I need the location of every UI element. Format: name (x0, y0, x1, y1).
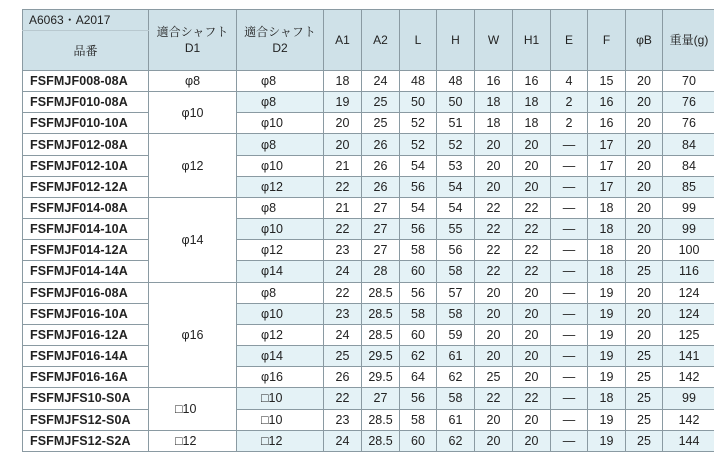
d2-shaft-cell: φ10 (237, 303, 324, 324)
h1-cell: 20 (513, 134, 551, 155)
h-cell: 61 (437, 346, 475, 367)
h1-cell: 22 (513, 261, 551, 282)
d2-shaft-cell: φ14 (237, 261, 324, 282)
d2-shaft-cell: φ10 (237, 219, 324, 240)
h1-cell: 20 (513, 430, 551, 451)
e-cell: — (551, 303, 588, 324)
w-cell: 20 (475, 155, 513, 176)
b-cell: 25 (626, 346, 663, 367)
e-cell: — (551, 430, 588, 451)
table-row (23, 430, 714, 451)
a1-cell: 21 (324, 155, 362, 176)
a1-cell: 19 (324, 92, 362, 113)
b-cell: 25 (626, 367, 663, 388)
a1-cell: 24 (324, 430, 362, 451)
part-number-cell: FSFMJF014-12A (23, 240, 149, 261)
part-number-cell: FSFMJF014-14A (23, 261, 149, 282)
h-cell: 56 (437, 240, 475, 261)
d1-shaft-cell: φ8 (149, 71, 237, 92)
d1-shaft-cell: □12 (149, 430, 237, 451)
h1-cell: 20 (513, 409, 551, 430)
a1-cell: 21 (324, 197, 362, 218)
h1-header: H1 (513, 10, 551, 71)
e-cell: — (551, 324, 588, 345)
h1-cell: 18 (513, 92, 551, 113)
f-cell: 19 (588, 346, 626, 367)
a2-cell: 27 (362, 388, 400, 409)
b-cell: 20 (626, 282, 663, 303)
f-cell: 18 (588, 388, 626, 409)
h-cell: 61 (437, 409, 475, 430)
d2-shaft-cell: φ12 (237, 324, 324, 345)
h1-cell: 20 (513, 303, 551, 324)
f-cell: 19 (588, 303, 626, 324)
a1-cell: 20 (324, 113, 362, 134)
table-row (23, 409, 714, 430)
a2-cell: 26 (362, 134, 400, 155)
d2-shaft-cell: □12 (237, 430, 324, 451)
part-number-cell: FSFMJF010-08A (23, 92, 149, 113)
weight-header: 重量(g) (663, 10, 714, 71)
part-number-cell: FSFMJF010-10A (23, 113, 149, 134)
d2-shaft-cell: φ8 (237, 134, 324, 155)
table-row (23, 282, 714, 303)
e-cell: 2 (551, 92, 588, 113)
d2-shaft-cell: φ16 (237, 367, 324, 388)
part-number-header: 品番 (23, 31, 149, 71)
part-number-cell: FSFMJF016-12A (23, 324, 149, 345)
l-cell: 58 (400, 303, 437, 324)
h1-cell: 20 (513, 367, 551, 388)
part-number-cell: FSFMJFS10-S0A (23, 388, 149, 409)
e-cell: — (551, 240, 588, 261)
g-cell: 125 (663, 324, 714, 345)
l-cell: 64 (400, 367, 437, 388)
f-cell: 18 (588, 240, 626, 261)
h1-cell: 20 (513, 346, 551, 367)
a1-cell: 22 (324, 176, 362, 197)
part-number-cell: FSFMJF016-10A (23, 303, 149, 324)
a1-cell: 26 (324, 367, 362, 388)
g-cell: 124 (663, 282, 714, 303)
table-row (23, 388, 714, 409)
l-cell: 60 (400, 324, 437, 345)
w-cell: 20 (475, 176, 513, 197)
table-row (23, 134, 714, 155)
d1-header-line2: D1 (184, 41, 201, 55)
l-cell: 58 (400, 409, 437, 430)
h-cell: 54 (437, 197, 475, 218)
part-number-cell: FSFMJF012-12A (23, 176, 149, 197)
a1-cell: 22 (324, 219, 362, 240)
w-cell: 25 (475, 367, 513, 388)
w-cell: 20 (475, 324, 513, 345)
h1-cell: 20 (513, 155, 551, 176)
d1-shaft-cell: φ14 (149, 197, 237, 282)
a1-cell: 24 (324, 324, 362, 345)
a2-cell: 29.5 (362, 346, 400, 367)
table-row (23, 303, 714, 324)
h1-cell: 22 (513, 219, 551, 240)
a1-cell: 20 (324, 134, 362, 155)
phi-b-header: φB (626, 10, 663, 71)
g-cell: 70 (663, 71, 714, 92)
l-cell: 52 (400, 134, 437, 155)
l-cell: 52 (400, 113, 437, 134)
g-cell: 142 (663, 367, 714, 388)
w-cell: 20 (475, 282, 513, 303)
a2-cell: 29.5 (362, 367, 400, 388)
table-row (23, 71, 714, 92)
table-row (23, 324, 714, 345)
h1-cell: 22 (513, 388, 551, 409)
d2-shaft-cell: φ12 (237, 240, 324, 261)
a2-cell: 27 (362, 197, 400, 218)
part-number-cell: FSFMJF014-08A (23, 197, 149, 218)
g-cell: 124 (663, 303, 714, 324)
b-cell: 20 (626, 303, 663, 324)
l-cell: 50 (400, 92, 437, 113)
table-row (23, 367, 714, 388)
f-cell: 17 (588, 134, 626, 155)
a2-cell: 28.5 (362, 409, 400, 430)
d2-shaft-cell: φ10 (237, 113, 324, 134)
table-row (23, 113, 714, 134)
b-cell: 25 (626, 388, 663, 409)
b-cell: 25 (626, 409, 663, 430)
h1-cell: 16 (513, 71, 551, 92)
f-cell: 16 (588, 113, 626, 134)
b-cell: 20 (626, 219, 663, 240)
b-cell: 20 (626, 240, 663, 261)
d2-shaft-cell: φ8 (237, 71, 324, 92)
w-cell: 22 (475, 197, 513, 218)
e-cell: 4 (551, 71, 588, 92)
w-cell: 18 (475, 92, 513, 113)
table-row (23, 92, 714, 113)
w-cell: 18 (475, 113, 513, 134)
part-number-cell: FSFMJF012-10A (23, 155, 149, 176)
l-cell: 54 (400, 155, 437, 176)
a2-cell: 27 (362, 219, 400, 240)
b-cell: 20 (626, 155, 663, 176)
d2-shaft-cell: φ8 (237, 92, 324, 113)
part-number-cell: FSFMJF016-08A (23, 282, 149, 303)
d2-shaft-cell: φ8 (237, 197, 324, 218)
h1-cell: 20 (513, 282, 551, 303)
f-cell: 19 (588, 430, 626, 451)
e-cell: — (551, 409, 588, 430)
part-number-cell: FSFMJF012-08A (23, 134, 149, 155)
e-header: E (551, 10, 588, 71)
h1-cell: 22 (513, 240, 551, 261)
l-header: L (400, 10, 437, 71)
g-cell: 116 (663, 261, 714, 282)
b-cell: 20 (626, 176, 663, 197)
g-cell: 76 (663, 113, 714, 134)
l-cell: 60 (400, 261, 437, 282)
e-cell: — (551, 134, 588, 155)
b-cell: 20 (626, 324, 663, 345)
l-cell: 48 (400, 71, 437, 92)
h-cell: 50 (437, 92, 475, 113)
g-cell: 99 (663, 388, 714, 409)
part-number-cell: FSFMJF008-08A (23, 71, 149, 92)
g-cell: 76 (663, 92, 714, 113)
a2-cell: 26 (362, 176, 400, 197)
d1-header (149, 10, 237, 71)
g-cell: 99 (663, 219, 714, 240)
w-cell: 22 (475, 388, 513, 409)
b-cell: 25 (626, 261, 663, 282)
e-cell: 2 (551, 113, 588, 134)
l-cell: 56 (400, 282, 437, 303)
l-cell: 56 (400, 388, 437, 409)
w-cell: 22 (475, 240, 513, 261)
material-header: A6063・A2017 (23, 10, 149, 31)
spec-table-body (23, 71, 714, 452)
h-cell: 54 (437, 176, 475, 197)
d1-shaft-cell: φ12 (149, 134, 237, 197)
d2-shaft-cell: φ8 (237, 282, 324, 303)
g-cell: 144 (663, 430, 714, 451)
h-cell: 59 (437, 324, 475, 345)
d2-shaft-cell: φ12 (237, 176, 324, 197)
d1-header-line1: 適合シャフト (156, 25, 229, 39)
spec-table (22, 9, 714, 452)
w-cell: 22 (475, 261, 513, 282)
a2-cell: 24 (362, 71, 400, 92)
a2-cell: 25 (362, 113, 400, 134)
table-row (23, 346, 714, 367)
h-cell: 62 (437, 430, 475, 451)
f-cell: 17 (588, 176, 626, 197)
part-number-cell: FSFMJF016-16A (23, 367, 149, 388)
h1-cell: 18 (513, 113, 551, 134)
w-cell: 20 (475, 430, 513, 451)
g-cell: 84 (663, 134, 714, 155)
table-row (23, 261, 714, 282)
f-header: F (588, 10, 626, 71)
table-row (23, 197, 714, 218)
table-row (23, 219, 714, 240)
part-number-cell: FSFMJFS12-S0A (23, 409, 149, 430)
e-cell: — (551, 197, 588, 218)
d2-shaft-cell: φ14 (237, 346, 324, 367)
h-cell: 58 (437, 261, 475, 282)
l-cell: 58 (400, 240, 437, 261)
h-cell: 51 (437, 113, 475, 134)
h-header: H (437, 10, 475, 71)
part-number-cell: FSFMJF014-10A (23, 219, 149, 240)
b-cell: 20 (626, 113, 663, 134)
h-cell: 55 (437, 219, 475, 240)
h-cell: 58 (437, 303, 475, 324)
e-cell: — (551, 346, 588, 367)
e-cell: — (551, 261, 588, 282)
a2-cell: 28.5 (362, 282, 400, 303)
f-cell: 18 (588, 197, 626, 218)
w-cell: 22 (475, 219, 513, 240)
h1-cell: 20 (513, 324, 551, 345)
a1-header: A1 (324, 10, 362, 71)
b-cell: 20 (626, 71, 663, 92)
f-cell: 19 (588, 324, 626, 345)
a1-cell: 25 (324, 346, 362, 367)
h-cell: 57 (437, 282, 475, 303)
d2-shaft-cell: □10 (237, 409, 324, 430)
b-cell: 25 (626, 430, 663, 451)
a1-cell: 23 (324, 409, 362, 430)
g-cell: 84 (663, 155, 714, 176)
d2-shaft-cell: □10 (237, 388, 324, 409)
h-cell: 58 (437, 388, 475, 409)
d1-shaft-cell: φ10 (149, 92, 237, 134)
a1-cell: 22 (324, 282, 362, 303)
d2-header-line1: 適合シャフト (244, 25, 316, 39)
h-cell: 62 (437, 367, 475, 388)
d1-shaft-cell: φ16 (149, 282, 237, 388)
l-cell: 54 (400, 197, 437, 218)
a2-cell: 25 (362, 92, 400, 113)
l-cell: 60 (400, 430, 437, 451)
a2-cell: 28.5 (362, 324, 400, 345)
f-cell: 19 (588, 282, 626, 303)
w-header: W (475, 10, 513, 71)
d2-header-line2: D2 (272, 41, 288, 55)
a1-cell: 23 (324, 303, 362, 324)
g-cell: 85 (663, 176, 714, 197)
b-cell: 20 (626, 134, 663, 155)
a1-cell: 24 (324, 261, 362, 282)
table-row (23, 240, 714, 261)
d2-header (237, 10, 324, 71)
part-number-cell: FSFMJF016-14A (23, 346, 149, 367)
h-cell: 48 (437, 71, 475, 92)
table-row (23, 176, 714, 197)
d2-shaft-cell: φ10 (237, 155, 324, 176)
a2-cell: 28.5 (362, 430, 400, 451)
e-cell: — (551, 388, 588, 409)
w-cell: 16 (475, 71, 513, 92)
w-cell: 20 (475, 303, 513, 324)
table-row (23, 155, 714, 176)
part-number-cell: FSFMJFS12-S2A (23, 430, 149, 451)
e-cell: — (551, 176, 588, 197)
w-cell: 20 (475, 134, 513, 155)
l-cell: 56 (400, 219, 437, 240)
a1-cell: 23 (324, 240, 362, 261)
e-cell: — (551, 282, 588, 303)
g-cell: 100 (663, 240, 714, 261)
f-cell: 18 (588, 261, 626, 282)
h1-cell: 20 (513, 176, 551, 197)
l-cell: 62 (400, 346, 437, 367)
h-cell: 53 (437, 155, 475, 176)
a2-cell: 26 (362, 155, 400, 176)
g-cell: 99 (663, 197, 714, 218)
w-cell: 20 (475, 346, 513, 367)
b-cell: 20 (626, 92, 663, 113)
h1-cell: 22 (513, 197, 551, 218)
d1-shaft-cell: □10 (149, 388, 237, 430)
a2-cell: 28 (362, 261, 400, 282)
e-cell: — (551, 219, 588, 240)
f-cell: 19 (588, 409, 626, 430)
f-cell: 16 (588, 92, 626, 113)
w-cell: 20 (475, 409, 513, 430)
g-cell: 141 (663, 346, 714, 367)
h-cell: 52 (437, 134, 475, 155)
a1-cell: 18 (324, 71, 362, 92)
f-cell: 18 (588, 219, 626, 240)
g-cell: 142 (663, 409, 714, 430)
f-cell: 15 (588, 71, 626, 92)
l-cell: 56 (400, 176, 437, 197)
e-cell: — (551, 155, 588, 176)
e-cell: — (551, 367, 588, 388)
a2-cell: 27 (362, 240, 400, 261)
f-cell: 17 (588, 155, 626, 176)
b-cell: 20 (626, 197, 663, 218)
a2-header: A2 (362, 10, 400, 71)
f-cell: 19 (588, 367, 626, 388)
a1-cell: 22 (324, 388, 362, 409)
a2-cell: 28.5 (362, 303, 400, 324)
